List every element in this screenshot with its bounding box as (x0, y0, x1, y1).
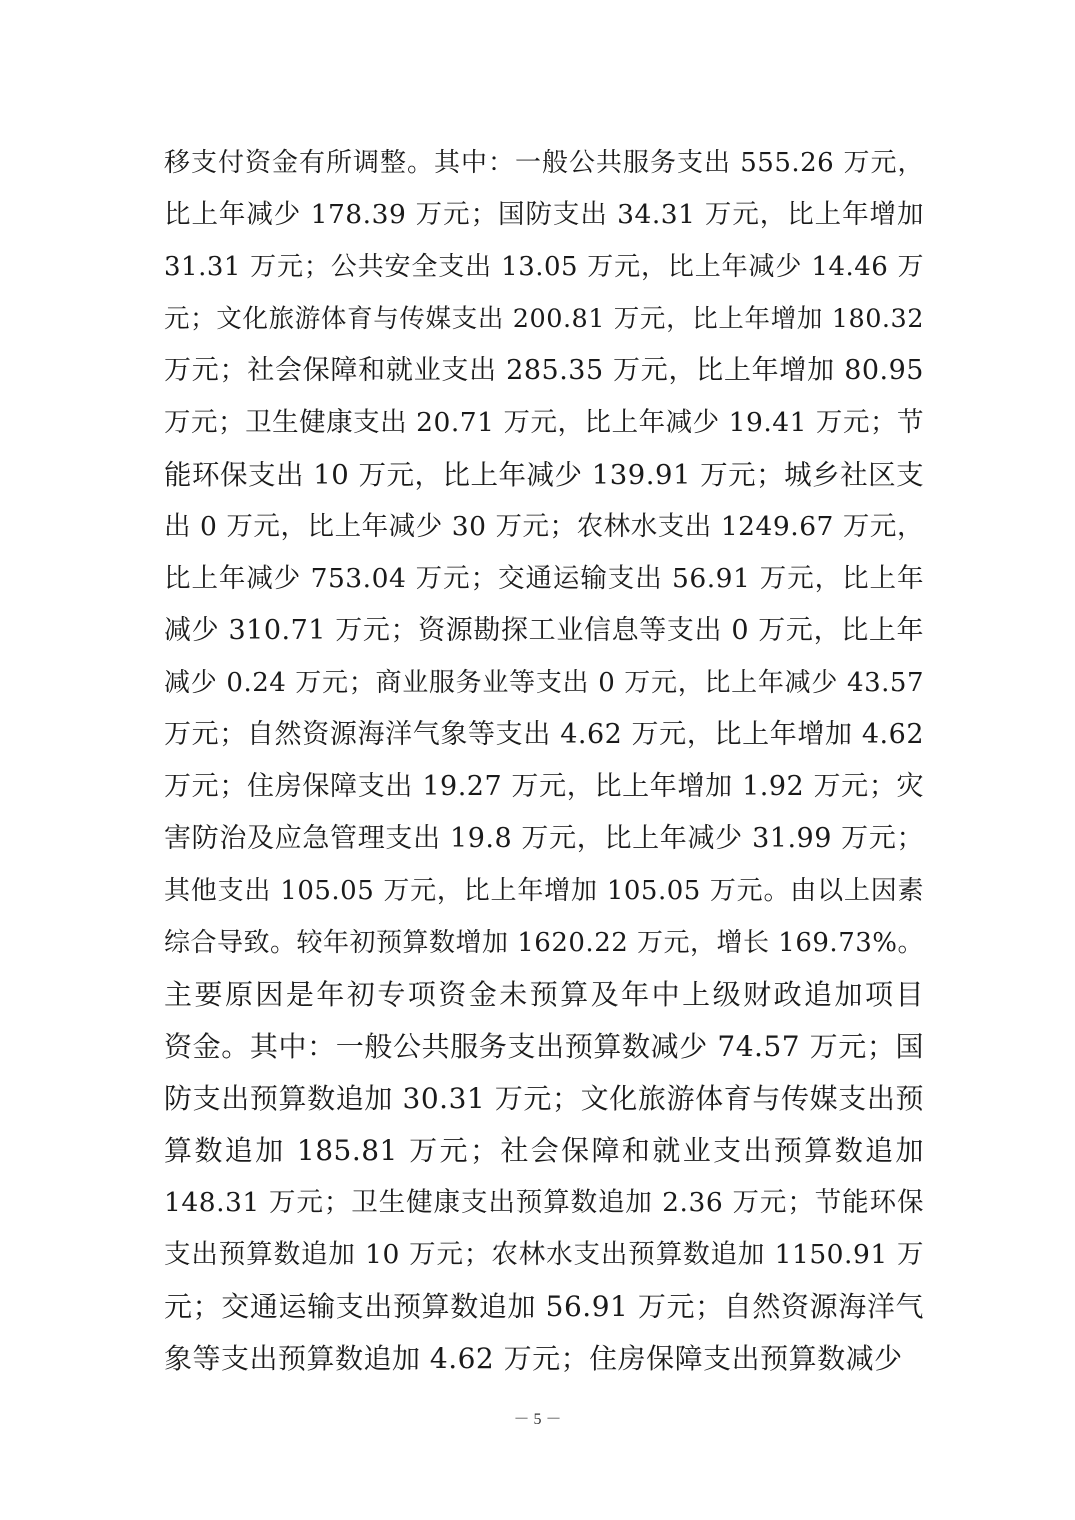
text-line: 移支付资金有所调整。其中：一般公共服务支出 555.26 万元， (164, 148, 924, 178)
document-body (164, 137, 924, 1385)
text-line: 元；交通运输支出预算数追加 56.91 万元；自然资源海洋气 (164, 1290, 924, 1323)
text-line: 害防治及应急管理支出 19.8 万元，比上年减少 31.99 万元； (164, 823, 924, 854)
text-line: 支出预算数追加 10 万元；农林水支出预算数追加 1150.91 万 (164, 1239, 924, 1270)
text-line: 资金。其中：一般公共服务支出预算数减少 74.57 万元；国 (164, 1030, 924, 1063)
text-line: 31.31 万元；公共安全支出 13.05 万元，比上年减少 14.46 万 (164, 252, 924, 282)
text-line: 象等支出预算数追加 4.62 万元；住房保障支出预算数减少 (164, 1342, 903, 1375)
text-line: 出 0 万元，比上年减少 30 万元；农林水支出 1249.67 万元， (164, 511, 924, 542)
text-line: 万元；住房保障支出 19.27 万元，比上年增加 1.92 万元；灾 (164, 771, 924, 802)
text-line: 综合导致。较年初预算数增加 1620.22 万元，增长 169.73%。 (164, 928, 924, 958)
text-line: 减少 310.71 万元；资源勘探工业信息等支出 0 万元，比上年 (164, 615, 924, 646)
text-line: 防支出预算数追加 30.31 万元；文化旅游体育与传媒支出预 (164, 1082, 924, 1115)
text-line: 比上年减少 753.04 万元；交通运输支出 56.91 万元，比上年 (164, 563, 924, 594)
text-line: 能环保支出 10 万元，比上年减少 139.91 万元；城乡社区支 (164, 459, 924, 491)
text-line: 148.31 万元；卫生健康支出预算数追加 2.36 万元；节能环保 (164, 1187, 924, 1218)
text-line: 其他支出 105.05 万元，比上年增加 105.05 万元。由以上因素 (164, 876, 924, 906)
text-line: 万元；社会保障和就业支出 285.35 万元，比上年增加 80.95 (164, 355, 924, 386)
page-number: － 5 － (513, 1411, 562, 1428)
text-line: 比上年减少 178.39 万元；国防支出 34.31 万元，比上年增加 (164, 199, 924, 230)
text-line: 万元；卫生健康支出 20.71 万元，比上年减少 19.41 万元；节 (164, 407, 924, 438)
text-line: 元；文化旅游体育与传媒支出 200.81 万元，比上年增加 180.32 (164, 304, 924, 334)
text-line: 主要原因是年初专项资金未预算及年中上级财政追加项目 (164, 978, 924, 1011)
text-line: 万元；自然资源海洋气象等支出 4.62 万元，比上年增加 4.62 (164, 719, 924, 750)
text-line: 减少 0.24 万元；商业服务业等支出 0 万元，比上年减少 43.57 (164, 668, 924, 698)
text-line: 算数追加 185.81 万元；社会保障和就业支出预算数追加 (164, 1134, 924, 1167)
